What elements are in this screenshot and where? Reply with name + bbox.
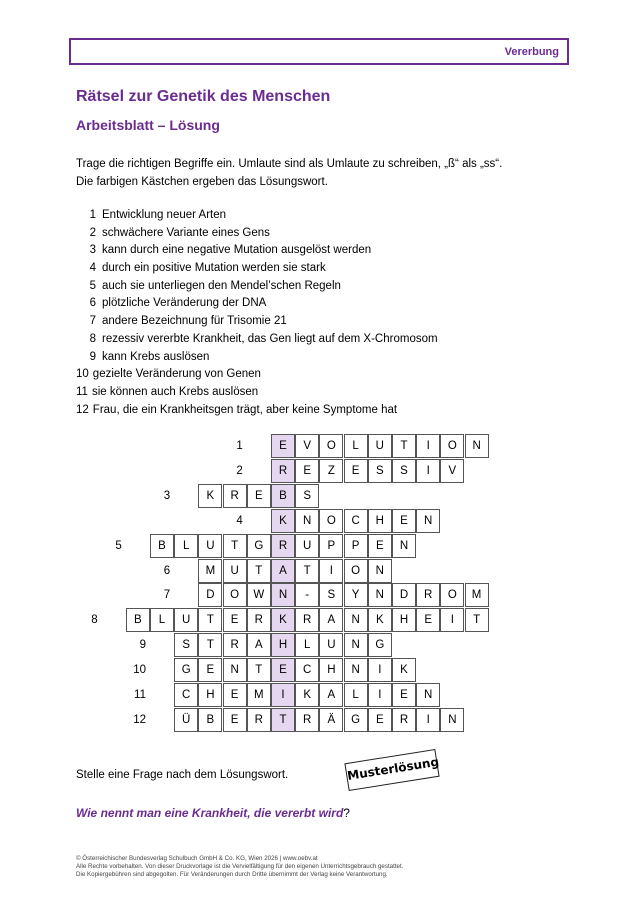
grid-cell: N [368,583,392,607]
grid-cell: C [174,683,198,707]
grid-cell: A [247,633,271,657]
clue-text: kann Krebs auslösen [102,350,210,363]
grid-cell: K [198,484,222,508]
sample-solution-stamp: Musterlösung [344,749,439,791]
clue-number: 6 [89,297,96,310]
grid-cell: R [223,484,247,508]
grid-cell: N [392,534,416,558]
grid-cell: K [392,658,416,682]
footer-line: © Österreichischer Bundesverlag Schulbuch GmbH & Co. KG, Wien 2026 | www.oebv.at [76,855,318,862]
grid-cell: E [223,683,247,707]
grid-cell: R [416,583,440,607]
clue-text: andere Bezeichnung für Trisomie 21 [102,315,287,328]
grid-cell: R [392,708,416,732]
grid-cell: H [198,683,222,707]
solution-cell: B [271,484,295,508]
clue-item [76,207,438,225]
grid-cell: G [174,658,198,682]
solution-cell: A [271,559,295,583]
grid-cell: I [440,608,464,632]
grid-cell: I [368,658,392,682]
clue-item [76,402,438,420]
grid-cell: E [344,459,368,483]
grid-cell: E [368,708,392,732]
grid-cell: I [416,434,440,458]
clue-number: 2 [89,226,96,239]
grid-cell: G [247,534,271,558]
grid-cell: R [295,708,319,732]
grid-cell: A [319,608,343,632]
grid-cell: T [198,633,222,657]
grid-row-number: 8 [91,614,98,627]
grid-cell: S [368,459,392,483]
page-title: Rätsel zur Genetik des Menschen [76,88,331,105]
solution-cell: N [271,583,295,607]
grid-cell: D [392,583,416,607]
grid-row-number: 2 [236,464,243,477]
grid-cell: E [247,484,271,508]
grid-cell: T [392,434,416,458]
grid-cell: M [247,683,271,707]
solution-cell: K [271,509,295,533]
clue-list [76,207,438,419]
solution-cell: E [271,658,295,682]
grid-cell: N [416,683,440,707]
grid-cell: T [295,559,319,583]
grid-cell: O [223,583,247,607]
clue-text: rezessiv vererbte Krankheit, das Gen liegt auf dem X-Chromosom [102,332,438,345]
answer-text: Wie nennt man eine Krankheit, die vererbt wird [76,806,344,820]
grid-cell: B [150,534,174,558]
grid-cell: M [465,583,489,607]
grid-cell: E [416,608,440,632]
grid-cell: E [295,459,319,483]
clue-item [76,331,438,349]
clue-text: plötzliche Veränderung der DNA [102,297,267,310]
grid-cell: I [416,459,440,483]
grid-cell: N [295,509,319,533]
clue-text: auch sie unterliegen den Mendel’schen Regeln [102,279,341,292]
grid-cell: E [392,683,416,707]
clue-item [76,313,438,331]
clue-number: 8 [89,332,96,345]
footer-line: Alle Rechte vorbehalten. Von dieser Druckvorlage ist die Vervielfältigung für den eigenen Unterrichtsgebrauch gestattet. [76,863,404,870]
grid-cell: U [295,534,319,558]
answer-question [76,806,350,820]
grid-cell: C [344,509,368,533]
grid-cell: I [319,559,343,583]
grid-cell: N [344,608,368,632]
grid-cell: D [198,583,222,607]
grid-cell: K [295,683,319,707]
grid-cell: T [247,559,271,583]
grid-cell: B [198,708,222,732]
grid-row-number: 3 [163,489,171,502]
solution-cell: T [271,708,295,732]
grid-row-number: 5 [115,539,122,552]
solution-cell: R [271,534,295,558]
grid-cell: U [174,608,198,632]
header-box [69,38,569,65]
grid-cell: L [344,683,368,707]
grid-cell: R [247,608,271,632]
clue-text: schwächere Variante eines Gens [102,226,270,239]
grid-cell: U [368,434,392,458]
grid-row-number: 12 [133,713,146,726]
grid-cell: T [223,534,247,558]
grid-cell: U [319,633,343,657]
grid-cell: R [295,608,319,632]
solution-cell: I [271,683,295,707]
grid-cell: E [223,708,247,732]
clue-number: 3 [89,244,96,257]
grid-cell: I [368,683,392,707]
grid-row-number: 7 [163,589,171,602]
grid-cell: E [392,509,416,533]
grid-cell: N [368,559,392,583]
grid-cell: N [465,434,489,458]
clue-number: 7 [89,315,96,328]
clue-item [76,295,438,313]
grid-cell: W [247,583,271,607]
instruction-line: Die farbigen Kästchen ergeben das Lösungswort. [76,176,328,188]
clue-item [76,278,438,296]
grid-cell: I [416,708,440,732]
grid-cell: N [440,708,464,732]
grid-cell: O [440,583,464,607]
grid-cell: O [440,434,464,458]
grid-cell: O [319,434,343,458]
grid-cell: L [174,534,198,558]
grid-row-number: 9 [139,639,146,652]
clue-number: 9 [89,350,96,363]
grid-cell: U [198,534,222,558]
instruction-line: Trage die richtigen Begriffe ein. Umlaute sind als Umlaute zu schreiben, „ß“ als „ss“. [76,158,503,170]
clue-text: Entwicklung neuer Arten [102,209,227,221]
clue-text: gezielte Veränderung von Genen [92,368,261,381]
grid-cell: N [344,658,368,682]
grid-cell: E [223,608,247,632]
grid-row-number: 10 [133,664,146,677]
grid-cell: O [319,509,343,533]
clue-text: sie können auch Krebs auslösen [91,385,259,398]
clue-item [76,260,438,278]
page-subtitle: Arbeitsblatt – Lösung [76,117,220,133]
footer-line: Die Kopiergebühren sind abgegolten. Für Veränderungen durch Dritte übernimmt der Verlag keine Verantwortung. [76,871,388,878]
grid-cell: M [198,559,222,583]
grid-cell: R [223,633,247,657]
footer [76,855,403,879]
grid-cell: Y [344,583,368,607]
grid-row-number: 1 [236,440,243,452]
solution-cell: E [271,434,295,458]
header-topic-tag: Vererbung [504,46,559,58]
grid-cell: Ä [319,708,343,732]
clue-number: 1 [89,209,96,221]
answer-punctuation: ? [343,806,350,820]
grid-cell: C [295,658,319,682]
grid-cell: V [440,459,464,483]
grid-cell: P [344,534,368,558]
grid-cell: Z [319,459,343,483]
grid-cell: A [319,683,343,707]
grid-cell: T [247,658,271,682]
grid-row-number: 6 [163,564,171,577]
grid-cell: T [198,608,222,632]
grid-cell: P [319,534,343,558]
solution-cell: R [271,459,295,483]
question-prompt: Stelle eine Frage nach dem Lösungswort. [76,769,289,781]
grid-cell: N [344,633,368,657]
grid-cell: Ü [174,708,198,732]
grid-row-number: 4 [236,514,243,527]
grid-cell: S [174,633,198,657]
clue-text: durch ein positive Mutation werden sie stark [102,262,326,275]
grid-cell: V [295,434,319,458]
grid-cell: K [368,608,392,632]
clue-item [76,384,438,402]
grid-cell: G [368,633,392,657]
clue-text: Frau, die ein Krankheitsgen trägt, aber keine Symptome hat [92,403,398,416]
grid-cell: L [295,633,319,657]
clue-item [76,242,438,260]
grid-cell: H [368,509,392,533]
grid-cell: H [392,608,416,632]
grid-cell: - [295,583,319,607]
clue-item [76,366,438,384]
grid-cell: N [416,509,440,533]
grid-cell: E [368,534,392,558]
clue-number: 5 [89,279,96,292]
grid-cell: G [344,708,368,732]
grid-row-number: 11 [134,689,146,701]
grid-cell: S [295,484,319,508]
clue-number: 11 [76,385,88,398]
grid-cell: B [126,608,150,632]
solution-cell: K [271,608,295,632]
grid-cell: S [392,459,416,483]
clue-item [76,225,438,243]
grid-cell: L [344,434,368,458]
clue-text: kann durch eine negative Mutation ausgelöst werden [102,244,372,257]
clue-number: 10 [76,368,89,381]
grid-cell: N [223,658,247,682]
grid-cell: U [223,559,247,583]
grid-cell: L [150,608,174,632]
solution-cell: H [271,633,295,657]
grid-cell: E [198,658,222,682]
grid-cell: H [319,658,343,682]
grid-cell: R [247,708,271,732]
clue-item [76,349,438,367]
grid-cell: T [465,608,489,632]
grid-cell: S [319,583,343,607]
instructions [76,155,502,191]
clue-number: 4 [89,262,96,275]
clue-number: 12 [76,403,89,416]
grid-cell: O [344,559,368,583]
